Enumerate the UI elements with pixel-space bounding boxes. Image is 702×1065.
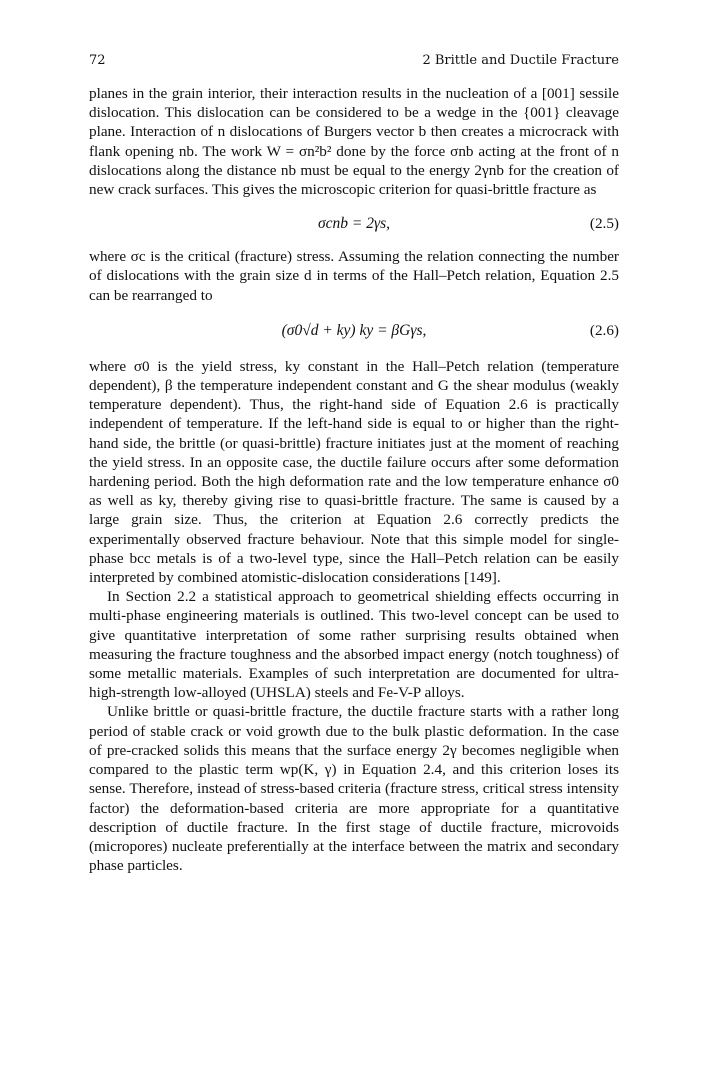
running-title: 2 Brittle and Ductile Fracture: [422, 53, 619, 68]
equation-number: (2.6): [589, 322, 619, 340]
paragraph-4: In Section 2.2 a statistical approach to geometrical shielding effects occurring in multi-phase engineering materials is outlined. This two-level concept can be used to give quantitative interpretation of some rather surprising results obtained when measuring the fracture toughness and the absorbed impact energy (notch toughness) of some metallic materials. Examples of such interpretation are documented for ultra-high-strength low-alloyed (UHSLA) steels and Fe-V-P alloys.: [89, 588, 619, 702]
paragraph-2: where σc is the critical (fracture) stress. Assuming the relation connecting the number of dislocations with the grain size d in terms of the Hall–Petch relation, Equation 2.5 can be rearranged to: [89, 248, 619, 304]
page: [89, 52, 619, 875]
equation-expression: σcnb = 2γs,: [318, 214, 390, 232]
equation-2-6: [89, 311, 619, 351]
page-number: 72: [89, 53, 106, 68]
paragraph-5: Unlike brittle or quasi-brittle fracture, the ductile fracture starts with a rather long period of stable crack or void growth due to the bulk plastic deformation. In the case of pre-cracked solids this means that the surface energy 2γ becomes negligible when compared to the plastic term wp(K, γ) in Equation 2.4, and this criterion loses its sense. Therefore, instead of stress-based criteria (fracture stress, critical stress intensity factor) the deformation-based criteria are more appropriate for a quantitative description of ductile fracture. In the first stage of ductile fracture, microvoids (micropores) nucleate preferentially at the interface between the matrix and secondary phase particles.: [89, 703, 619, 875]
running-header: [89, 52, 619, 70]
paragraph-1: planes in the grain interior, their interaction results in the nucleation of a [001] sessile dislocation. This dislocation can be considered to be a wedge in the {001} cleavage plane. Interaction of n dislocations of Burgers vector b then creates a microcrack with flank opening nb. The work W = σn²b² done by the force σnb acting at the front of n dislocations along the distance nb must be equal to the energy 2γnb for the creation of new crack surfaces. This gives the microscopic criterion for quasi-brittle fracture as: [89, 85, 619, 199]
page-body: [89, 84, 619, 875]
equation-2-5: [89, 205, 619, 241]
equation-expression: (σ0√d + ky) ky = βGγs,: [281, 322, 427, 340]
paragraph-3: where σ0 is the yield stress, ky constant in the Hall–Petch relation (temperature dependent), β the temperature independent constant and G the shear modulus (weakly temperature dependent). Thus, the right-hand side of Equation 2.6 is practically independent of temperature. If the left-hand side is equal to or higher than the right-hand side, the brittle (or quasi-brittle) fracture initiates just at the moment of reaching the yield stress. In an opposite case, the ductile failure occurs after some deformation hardening period. Both the high deformation rate and the low temperature enhance σ0 as well as ky, thereby giving rise to quasi-brittle fracture. The same is caused by a large grain size. Thus, the criterion at Equation 2.6 correctly predicts the experimentally observed fracture behaviour. Note that this simple model for single-phase bcc metals is of a two-level type, since the Hall–Petch relation can be easily interpreted by combined atomistic-dislocation considerations [149].: [89, 357, 619, 587]
equation-number: (2.5): [589, 214, 619, 232]
